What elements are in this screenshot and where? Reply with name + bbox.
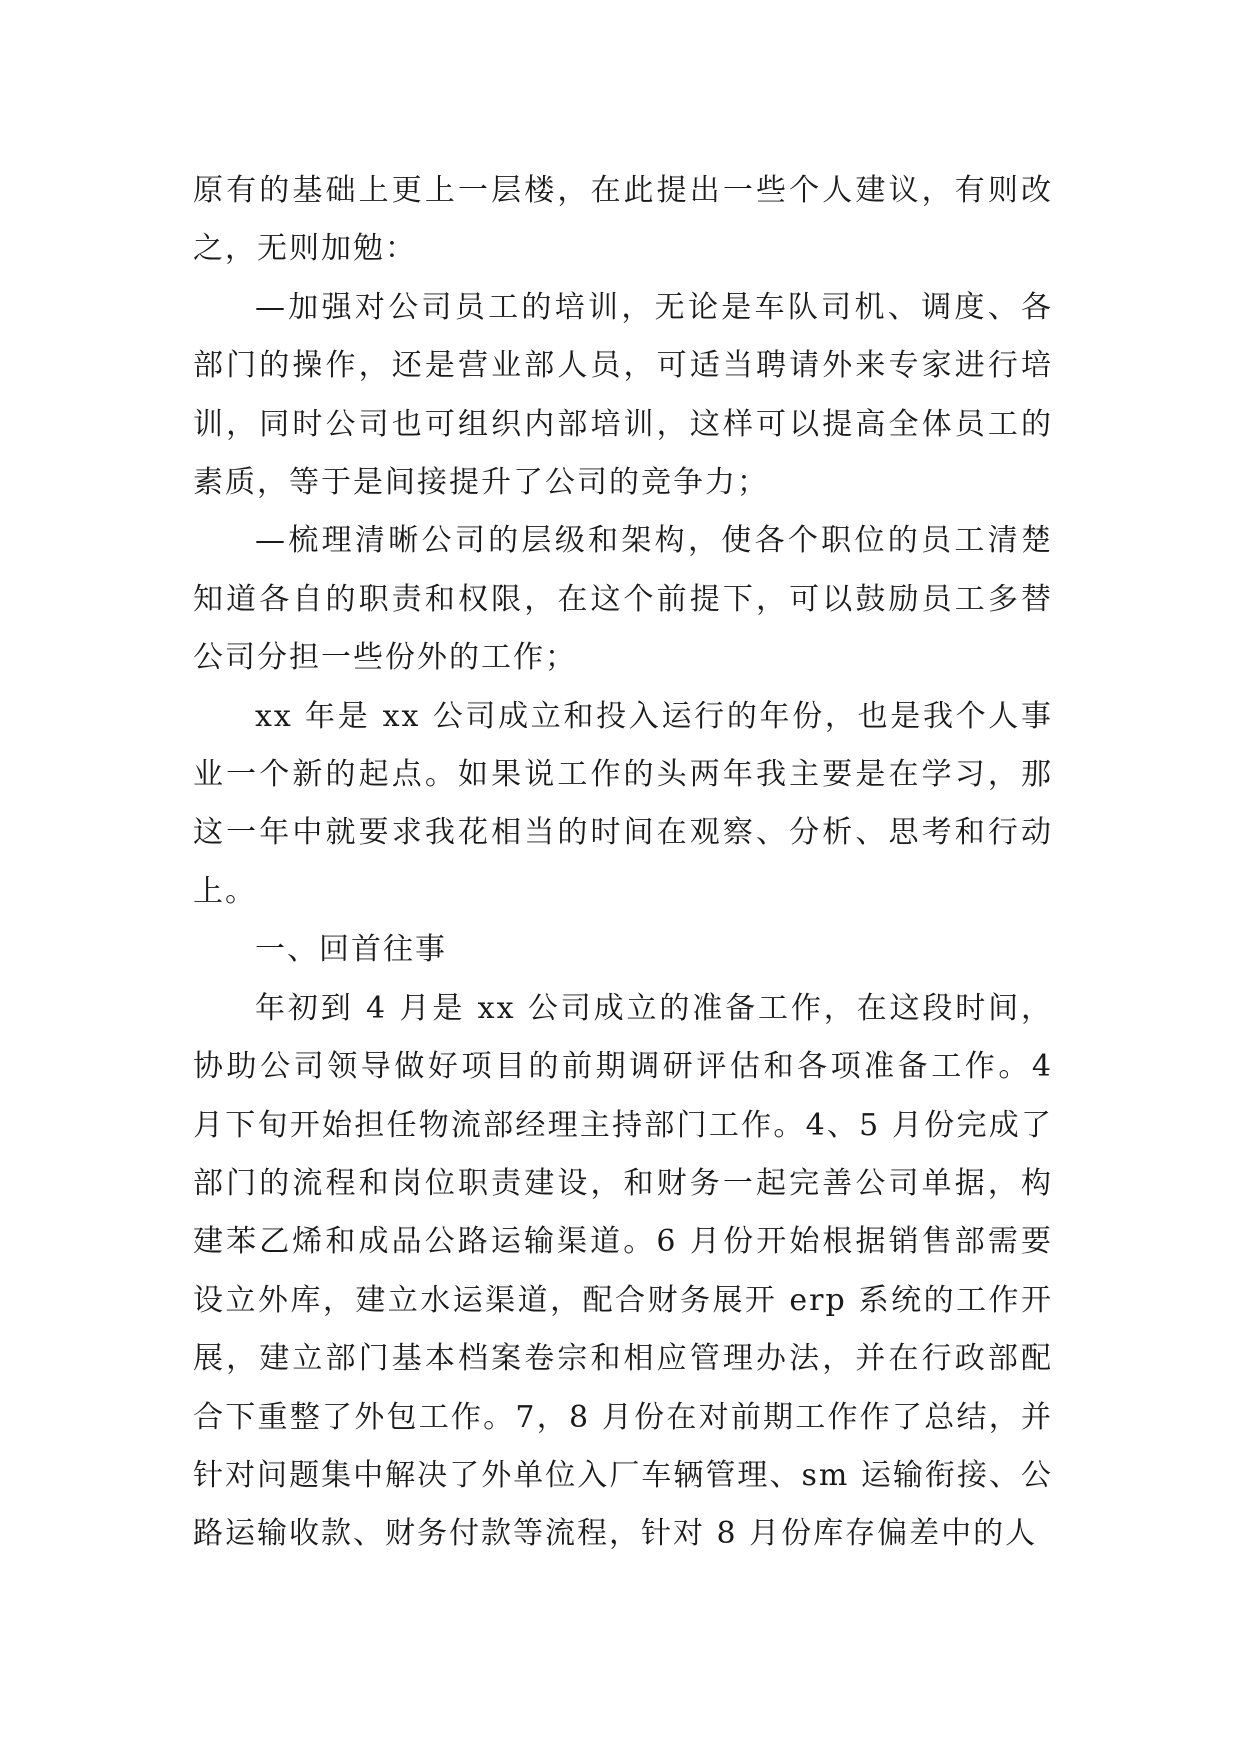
section-heading-review: 一、回首往事 bbox=[255, 932, 447, 968]
paragraph-suggestion-structure: —梳理清晰公司的层级和架构，使各个职位的员工清楚知道各自的职责和权限，在这个前提下，可以鼓励员工多替公司分担一些份外的工作； bbox=[193, 523, 1053, 676]
paragraph-suggestion-training: —加强对公司员工的培训，无论是车队司机、调度、各部门的操作，还是营业部人员，可适当聘请外来专家进行培训，同时公司也可组织内部培训，这样可以提高全体员工的素质，等于是间接提升了公司的竞争力； bbox=[193, 289, 1053, 501]
paragraph-continuation: 原有的基础上更上一层楼，在此提出一些个人建议，有则改之，无则加勉： bbox=[193, 173, 1053, 267]
paragraph-year-overview: xx 年是 xx 公司成立和投入运行的年份，也是我个人事业一个新的起点。如果说工作的头两年我主要是在学习，那这一年中就要求我花相当的时间在观察、分析、思考和行动上。 bbox=[193, 698, 1053, 909]
document-body bbox=[193, 162, 1053, 1564]
paragraph-work-review: 年初到 4 月是 xx 公司成立的准备工作，在这段时间，协助公司领导做好项目的前期调研评估和各项准备工作。4 月下旬开始担任物流部经理主持部门工作。4、5 月份完成了部门的流程和岗位职责建设，和财务一起完善公司单据，构建苯乙烯和成品公路运输渠道。6 月份开始根据销售部需要设立外库，建立水运渠道，配合财务展开 erp 系统的工作开展，建立部门基本档案卷宗和相应管理办法，并在行政部配合下重整了外包工作。7，8 月份在对前期工作作了总结，并针对问题集中解决了外单位入厂车辆管理、sm 运输衔接、公路运输收款、财务付款等流程，针对 8 月份库存偏差中的人 bbox=[193, 990, 1053, 1552]
